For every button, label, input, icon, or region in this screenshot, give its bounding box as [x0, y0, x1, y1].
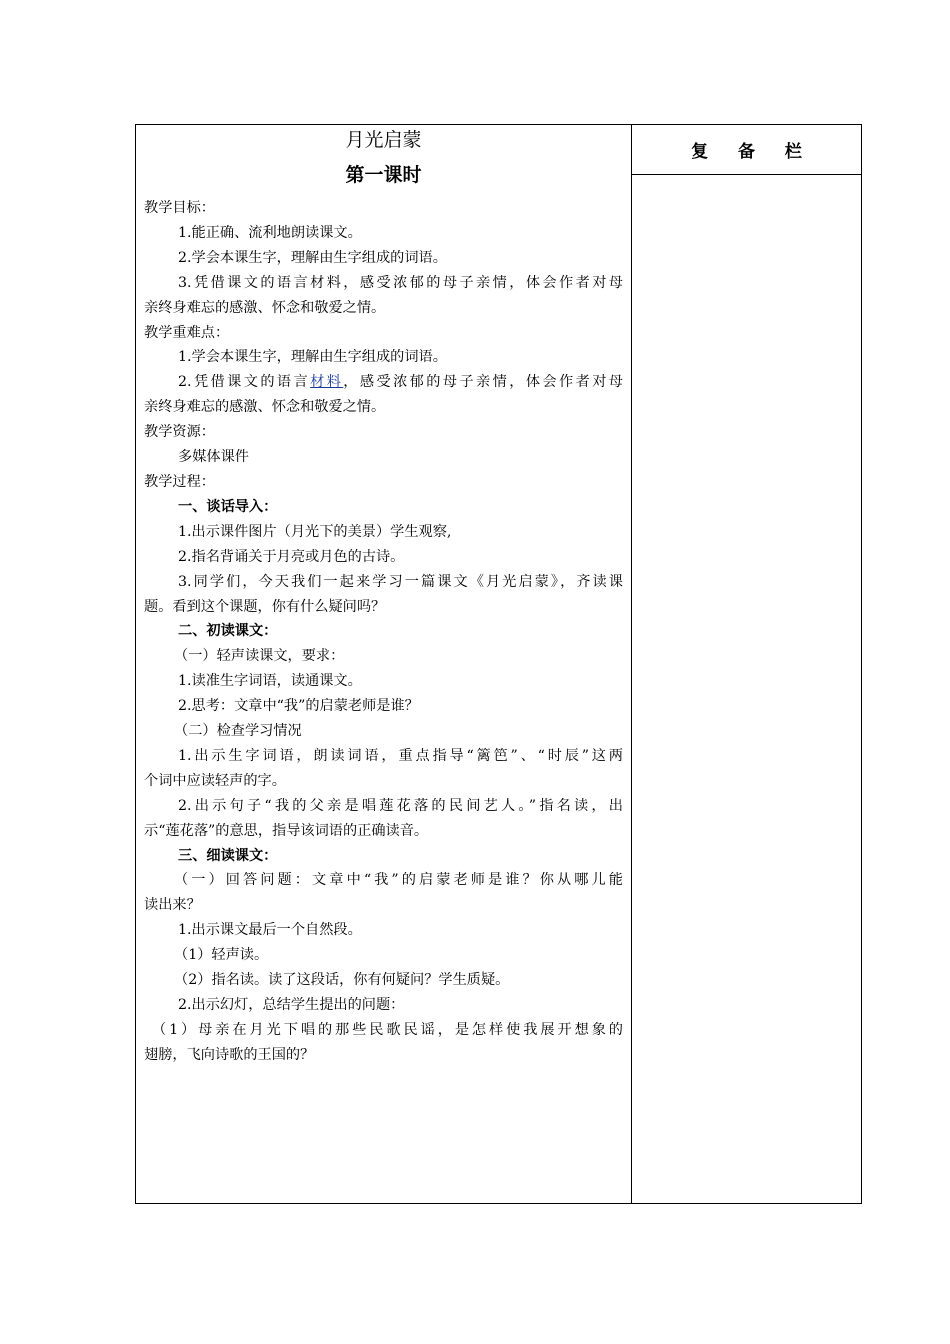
text-line: 题。看到这个课题，你有什么疑问吗？ [144, 598, 386, 615]
text-line: 教学重难点： [144, 324, 230, 341]
text-line: 教学过程： [144, 473, 215, 490]
text-line: 个词中应读轻声的字。 [144, 772, 286, 789]
text-line: 1.学会本课生字，理解由生字组成的词语。 [178, 349, 447, 366]
text-line: 1.读准生字词语，读通课文。 [178, 673, 362, 690]
text-line: 教学资源： [144, 424, 215, 441]
text-line: 2.指名背诵关于月亮或月色的古诗。 [178, 548, 405, 565]
line-text: ，感受浓郁的母子亲情，体会作者对母 [343, 374, 623, 391]
text-line: （2）指名读。读了这段话，你有何疑问？学生质疑。 [174, 972, 510, 989]
text-line: 1.出示课文最后一个自然段。 [178, 922, 362, 939]
lesson-plan-table [135, 124, 862, 1204]
text-line: 2.出示幻灯，总结学生提出的问题： [178, 997, 405, 1013]
text-line: 多媒体课件 [178, 449, 249, 466]
review-column-title: 复 备 栏 [691, 142, 814, 162]
lesson-content-cell [136, 125, 632, 1203]
text-line: 示“莲花落”的意思，指导该词语的正确读音。 [144, 822, 429, 839]
text-line: 3.同学们，今天我们一起来学习一篇课文《月光启蒙》，齐读课 [178, 573, 623, 590]
text-line: 二、初读课文： [178, 623, 278, 640]
review-column-header [632, 125, 861, 175]
review-column [632, 125, 861, 1203]
text-line: 翅膀，飞向诗歌的王国的？ [144, 1046, 315, 1063]
text-line: 2.出示句子“我的父亲是唱莲花落的民间艺人。”指名读，出 [178, 797, 623, 814]
text-line: （二）检查学习情况 [174, 723, 302, 740]
text-line: 1.出示生字词语，朗读词语，重点指导“篱笆”、“时辰”这两 [178, 747, 623, 764]
text-line: 2.学会本课生字，理解由生字组成的词语。 [178, 249, 447, 266]
text-line: 3.凭借课文的语言材料，感受浓郁的母子亲情，体会作者对母 [178, 274, 623, 291]
text-line: 亲终身难忘的感激、怀念和敬爱之情。 [144, 299, 386, 316]
lesson-body [136, 196, 631, 1068]
text-line: （1）轻声读。 [174, 947, 269, 964]
line-text: 2.凭借课文的语言 [178, 374, 311, 391]
text-line: 教学目标： [144, 200, 215, 216]
text-line: 1.出示课件图片（月光下的美景）学生观察, [178, 523, 452, 540]
text-line: （一）轻声读课文，要求： [174, 648, 345, 665]
text-line: 一、谈话导入： [178, 498, 278, 515]
text-line [144, 370, 623, 395]
materials-link[interactable]: 材料 [310, 374, 344, 391]
lesson-title: 月光启蒙 [345, 129, 422, 151]
text-line: 三、细读课文： [178, 847, 278, 864]
lesson-subtitle: 第一课时 [345, 164, 422, 186]
text-line: （一）回答问题：文章中“我”的启蒙老师是谁？你从哪儿能 [174, 872, 623, 889]
text-line: 2.思考：文章中“我”的启蒙老师是谁？ [178, 698, 419, 715]
text-line: 1.能正确、流利地朗读课文。 [178, 224, 362, 241]
text-line: 亲终身难忘的感激、怀念和敬爱之情。 [144, 399, 386, 416]
text-line: （1）母亲在月光下唱的那些民歌民谣，是怎样使我展开想象的 [152, 1021, 623, 1038]
text-line: 读出来？ [144, 897, 201, 914]
